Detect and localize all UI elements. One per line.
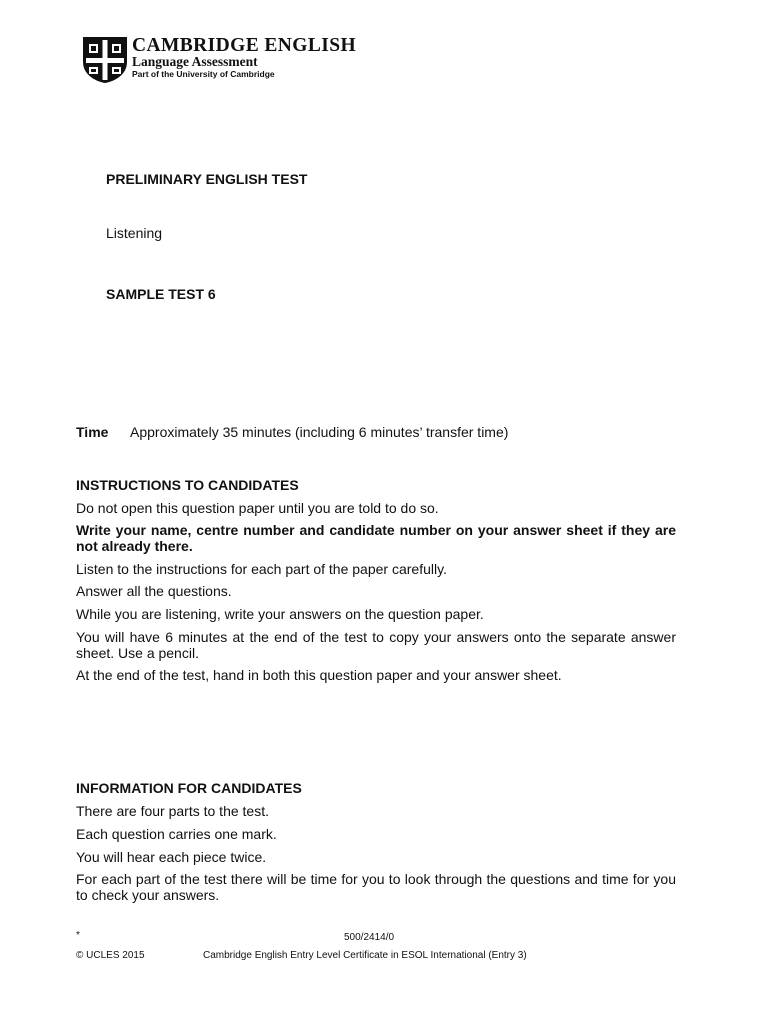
time-text: Approximately 35 minutes (including 6 minutes’ transfer time) bbox=[130, 424, 509, 440]
information-item: For each part of the test there will be time for you to look through the questions and time for you to check your answers. bbox=[76, 871, 676, 903]
footer-certificate: Cambridge English Entry Level Certificate in ESOL International (Entry 3) bbox=[203, 950, 527, 961]
test-name: PRELIMINARY ENGLISH TEST bbox=[106, 171, 308, 187]
instruction-item: Write your name, centre number and candidate number on your answer sheet if they are not already there. bbox=[76, 522, 676, 554]
instruction-item: Answer all the questions. bbox=[76, 583, 232, 599]
information-heading: INFORMATION FOR CANDIDATES bbox=[76, 780, 302, 796]
logo-tagline: Part of the University of Cambridge bbox=[132, 69, 275, 79]
cambridge-shield-icon bbox=[82, 36, 128, 84]
footer-asterisk: * bbox=[76, 930, 80, 941]
logo-subtitle: Language Assessment bbox=[132, 54, 258, 69]
instruction-item: While you are listening, write your answers on the question paper. bbox=[76, 606, 484, 622]
instruction-item: Do not open this question paper until you are told to do so. bbox=[76, 500, 439, 516]
logo-title: CAMBRIDGE ENGLISH bbox=[132, 35, 357, 56]
paper-name: Listening bbox=[106, 225, 163, 241]
time-label: Time bbox=[76, 424, 109, 440]
instruction-item: You will have 6 minutes at the end of the test to copy your answers onto the separate answer sheet. Use a pencil. bbox=[76, 629, 676, 661]
information-item: You will hear each piece twice. bbox=[76, 849, 267, 865]
footer-code: 500/2414/0 bbox=[344, 932, 395, 943]
information-item: There are four parts to the test. bbox=[76, 803, 269, 819]
instruction-item: At the end of the test, hand in both this question paper and your answer sheet. bbox=[76, 667, 562, 683]
instructions-heading: INSTRUCTIONS TO CANDIDATES bbox=[76, 477, 299, 493]
sample-test-label: SAMPLE TEST 6 bbox=[106, 286, 216, 302]
information-item: Each question carries one mark. bbox=[76, 826, 277, 842]
instruction-item: Listen to the instructions for each part of the paper carefully. bbox=[76, 561, 447, 577]
footer-copyright: © UCLES 2015 bbox=[76, 950, 145, 961]
